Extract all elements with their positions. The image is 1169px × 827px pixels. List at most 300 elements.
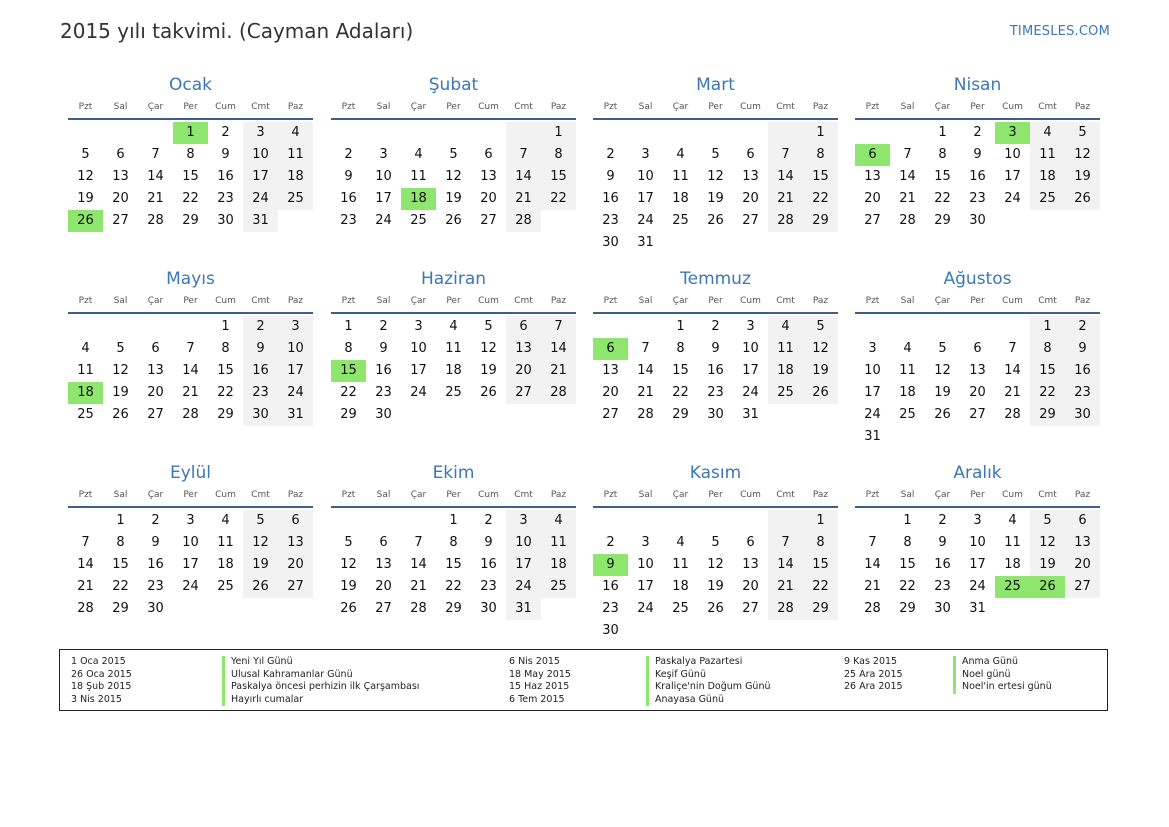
day-cell: 2 bbox=[484, 513, 493, 528]
day-cell: 1 bbox=[221, 319, 230, 334]
day-cell: 10 bbox=[243, 144, 278, 166]
day-cell: 10 bbox=[637, 169, 654, 184]
empty-cell bbox=[593, 510, 628, 532]
day-cell: 30 bbox=[707, 407, 724, 422]
day-cell: 27 bbox=[602, 407, 619, 422]
site-link[interactable]: TIMESLES.COM bbox=[1009, 24, 1110, 39]
day-cell: 23 bbox=[480, 579, 497, 594]
day-cell: 30 bbox=[934, 601, 951, 616]
day-grid bbox=[593, 122, 838, 254]
day-cell: 10 bbox=[506, 532, 541, 554]
day-cell: 29 bbox=[340, 407, 357, 422]
day-cell: 9 bbox=[484, 535, 493, 550]
weekday-header: Per bbox=[970, 490, 985, 500]
day-cell: 13 bbox=[864, 169, 881, 184]
day-cell: 7 bbox=[768, 532, 803, 554]
weekday-header: Çar bbox=[934, 296, 951, 306]
empty-cell bbox=[436, 404, 471, 426]
empty-cell bbox=[960, 426, 995, 448]
day-cell: 15 bbox=[217, 363, 234, 378]
day-cell: 20 bbox=[480, 191, 497, 206]
legend-date: 15 Haz 2015 bbox=[509, 681, 570, 693]
day-cell: 1 bbox=[449, 513, 458, 528]
weekday-header: Çar bbox=[672, 102, 689, 112]
weekday-header: Çar bbox=[934, 102, 951, 112]
weekday-header: Sal bbox=[638, 490, 653, 500]
day-cell: 14 bbox=[77, 557, 94, 572]
holiday-day-cell: 26 bbox=[68, 210, 103, 232]
day-cell: 7 bbox=[81, 535, 90, 550]
day-cell: 20 bbox=[112, 191, 129, 206]
day-cell: 2 bbox=[221, 125, 230, 140]
day-cell: 24 bbox=[969, 579, 986, 594]
legend-date: 9 Kas 2015 bbox=[844, 656, 898, 667]
day-cell: 12 bbox=[1065, 144, 1100, 166]
day-cell: 14 bbox=[768, 554, 803, 576]
day-cell: 9 bbox=[221, 147, 230, 162]
day-cell: 21 bbox=[77, 579, 94, 594]
day-cell: 30 bbox=[147, 601, 164, 616]
day-cell: 26 bbox=[1065, 188, 1100, 210]
weekday-header: Cmt bbox=[1038, 490, 1057, 500]
weekday-header: Per bbox=[183, 490, 198, 500]
empty-cell bbox=[1030, 210, 1065, 232]
weekday-header: Sal bbox=[900, 490, 915, 500]
day-cell: 30 bbox=[217, 213, 234, 228]
month-block bbox=[68, 74, 313, 232]
day-cell: 8 bbox=[1030, 338, 1065, 360]
holiday-day-cell: 18 bbox=[401, 188, 436, 210]
day-cell: 14 bbox=[768, 166, 803, 188]
day-cell: 12 bbox=[803, 338, 838, 360]
month-block bbox=[68, 268, 313, 426]
month-block bbox=[593, 462, 838, 642]
empty-cell bbox=[103, 122, 138, 144]
holiday-day-cell: 3 bbox=[995, 122, 1030, 144]
day-cell: 12 bbox=[445, 169, 462, 184]
day-cell: 22 bbox=[217, 385, 234, 400]
holiday-day-cell: 25 bbox=[995, 576, 1030, 598]
empty-cell bbox=[1065, 426, 1100, 448]
day-cell: 7 bbox=[186, 341, 195, 356]
day-cell: 27 bbox=[278, 576, 313, 598]
empty-cell bbox=[436, 122, 471, 144]
day-cell: 8 bbox=[449, 535, 458, 550]
day-cell: 5 bbox=[803, 316, 838, 338]
day-cell: 31 bbox=[969, 601, 986, 616]
day-cell: 26 bbox=[112, 407, 129, 422]
empty-cell bbox=[1030, 426, 1065, 448]
day-grid bbox=[68, 316, 313, 426]
empty-cell bbox=[698, 232, 733, 254]
day-cell: 19 bbox=[1065, 166, 1100, 188]
day-cell: 23 bbox=[375, 385, 392, 400]
weekday-header: Sal bbox=[113, 490, 128, 500]
day-cell: 6 bbox=[506, 316, 541, 338]
day-cell: 5 bbox=[116, 341, 125, 356]
day-cell: 30 bbox=[480, 601, 497, 616]
day-cell: 14 bbox=[1004, 363, 1021, 378]
day-cell: 9 bbox=[379, 341, 388, 356]
day-cell: 6 bbox=[973, 341, 982, 356]
weekday-header: Sal bbox=[900, 102, 915, 112]
legend-dates-col-3 bbox=[844, 656, 903, 694]
day-cell: 26 bbox=[243, 576, 278, 598]
weekday-header: Paz bbox=[287, 102, 304, 112]
day-cell: 18 bbox=[1004, 557, 1021, 572]
day-cell: 21 bbox=[899, 191, 916, 206]
day-cell: 4 bbox=[449, 319, 458, 334]
holiday-day-cell: 6 bbox=[593, 338, 628, 360]
day-cell: 1 bbox=[803, 510, 838, 532]
day-cell: 19 bbox=[243, 554, 278, 576]
day-cell: 5 bbox=[711, 535, 720, 550]
weekday-header: Çar bbox=[147, 490, 164, 500]
legend-date: 18 Şub 2015 bbox=[71, 681, 132, 693]
day-cell: 16 bbox=[602, 579, 619, 594]
month-name: Temmuz bbox=[680, 269, 751, 289]
day-cell: 4 bbox=[414, 147, 423, 162]
day-cell: 19 bbox=[340, 579, 357, 594]
day-cell: 26 bbox=[480, 385, 497, 400]
day-cell: 27 bbox=[969, 407, 986, 422]
day-cell: 19 bbox=[803, 360, 838, 382]
legend-names-col-3 bbox=[953, 656, 1052, 694]
day-cell: 5 bbox=[1030, 510, 1065, 532]
weekday-header-row bbox=[593, 294, 838, 314]
day-cell: 31 bbox=[506, 598, 541, 620]
day-cell: 20 bbox=[602, 385, 619, 400]
day-cell: 20 bbox=[1065, 554, 1100, 576]
weekday-header: Per bbox=[708, 490, 723, 500]
month-block bbox=[855, 74, 1100, 232]
day-cell: 16 bbox=[707, 363, 724, 378]
month-name: Eylül bbox=[169, 463, 212, 483]
day-cell: 16 bbox=[243, 360, 278, 382]
empty-cell bbox=[768, 122, 803, 144]
weekday-header: Cum bbox=[215, 490, 236, 500]
day-cell: 11 bbox=[278, 144, 313, 166]
day-cell: 4 bbox=[278, 122, 313, 144]
day-cell: 25 bbox=[672, 601, 689, 616]
legend-holiday-name: Anma Günü bbox=[953, 656, 1052, 669]
day-cell: 31 bbox=[637, 235, 654, 250]
empty-cell bbox=[890, 122, 925, 144]
empty-cell bbox=[138, 122, 173, 144]
day-cell: 20 bbox=[864, 191, 881, 206]
empty-cell bbox=[628, 122, 663, 144]
weekday-header: Cmt bbox=[514, 296, 533, 306]
day-cell: 1 bbox=[1030, 316, 1065, 338]
day-cell: 26 bbox=[934, 407, 951, 422]
day-cell: 1 bbox=[116, 513, 125, 528]
empty-cell bbox=[733, 510, 768, 532]
weekday-header-row bbox=[593, 488, 838, 508]
day-cell: 17 bbox=[410, 363, 427, 378]
day-cell: 14 bbox=[899, 169, 916, 184]
day-cell: 25 bbox=[541, 576, 576, 598]
weekday-header: Çar bbox=[147, 296, 164, 306]
day-cell: 7 bbox=[868, 535, 877, 550]
day-cell: 3 bbox=[641, 535, 650, 550]
month-block bbox=[331, 462, 576, 620]
weekday-header: Cum bbox=[478, 102, 499, 112]
day-cell: 29 bbox=[182, 213, 199, 228]
day-cell: 8 bbox=[186, 147, 195, 162]
day-cell: 18 bbox=[217, 557, 234, 572]
day-cell: 18 bbox=[672, 579, 689, 594]
weekday-header: Cum bbox=[740, 490, 761, 500]
day-cell: 6 bbox=[484, 147, 493, 162]
day-cell: 12 bbox=[480, 341, 497, 356]
weekday-header: Paz bbox=[812, 296, 829, 306]
day-cell: 9 bbox=[243, 338, 278, 360]
day-cell: 27 bbox=[742, 601, 759, 616]
weekday-header: Cmt bbox=[251, 102, 270, 112]
legend-date: 6 Tem 2015 bbox=[509, 693, 565, 705]
day-cell: 20 bbox=[742, 579, 759, 594]
weekday-header: Paz bbox=[550, 296, 567, 306]
weekday-header-row bbox=[855, 100, 1100, 120]
day-cell: 6 bbox=[278, 510, 313, 532]
day-cell: 20 bbox=[147, 385, 164, 400]
day-cell: 13 bbox=[742, 557, 759, 572]
day-cell: 5 bbox=[711, 147, 720, 162]
day-cell: 12 bbox=[77, 169, 94, 184]
empty-cell bbox=[138, 316, 173, 338]
day-cell: 18 bbox=[672, 191, 689, 206]
day-cell: 11 bbox=[217, 535, 234, 550]
day-cell: 20 bbox=[506, 360, 541, 382]
weekday-header: Per bbox=[183, 296, 198, 306]
weekday-header: Çar bbox=[147, 102, 164, 112]
empty-cell bbox=[593, 122, 628, 144]
day-grid bbox=[331, 122, 576, 232]
day-cell: 23 bbox=[707, 385, 724, 400]
legend-holiday-name: Hayırlı cumalar bbox=[222, 694, 419, 707]
weekday-header: Per bbox=[183, 102, 198, 112]
day-cell: 18 bbox=[541, 554, 576, 576]
day-cell: 25 bbox=[768, 382, 803, 404]
weekday-header: Cum bbox=[478, 296, 499, 306]
empty-cell bbox=[1065, 210, 1100, 232]
day-cell: 12 bbox=[707, 557, 724, 572]
day-cell: 8 bbox=[903, 535, 912, 550]
day-cell: 29 bbox=[112, 601, 129, 616]
day-cell: 17 bbox=[864, 385, 881, 400]
day-cell: 28 bbox=[182, 407, 199, 422]
weekday-header: Çar bbox=[672, 490, 689, 500]
month-name: Aralık bbox=[953, 463, 1002, 483]
month-block bbox=[593, 268, 838, 426]
legend-date: 18 May 2015 bbox=[509, 668, 571, 680]
empty-cell bbox=[803, 620, 838, 642]
weekday-header: Çar bbox=[934, 490, 951, 500]
day-cell: 30 bbox=[602, 623, 619, 638]
empty-cell bbox=[331, 510, 366, 532]
day-cell: 8 bbox=[221, 341, 230, 356]
day-cell: 23 bbox=[147, 579, 164, 594]
empty-cell bbox=[733, 620, 768, 642]
empty-cell bbox=[855, 122, 890, 144]
day-cell: 11 bbox=[672, 557, 689, 572]
weekday-header: Çar bbox=[410, 490, 427, 500]
day-cell: 24 bbox=[243, 188, 278, 210]
day-cell: 20 bbox=[375, 579, 392, 594]
day-cell: 19 bbox=[77, 191, 94, 206]
holiday-day-cell: 18 bbox=[68, 382, 103, 404]
empty-cell bbox=[698, 510, 733, 532]
weekday-header: Cum bbox=[215, 296, 236, 306]
weekday-header: Pzt bbox=[78, 490, 93, 500]
day-cell: 28 bbox=[506, 210, 541, 232]
month-block bbox=[855, 462, 1100, 620]
day-cell: 19 bbox=[445, 191, 462, 206]
day-cell: 10 bbox=[410, 341, 427, 356]
empty-cell bbox=[506, 122, 541, 144]
empty-cell bbox=[68, 122, 103, 144]
day-cell: 13 bbox=[375, 557, 392, 572]
day-cell: 19 bbox=[934, 385, 951, 400]
day-cell: 2 bbox=[606, 535, 615, 550]
day-cell: 22 bbox=[803, 188, 838, 210]
empty-cell bbox=[628, 510, 663, 532]
day-cell: 29 bbox=[803, 598, 838, 620]
day-cell: 27 bbox=[375, 601, 392, 616]
empty-cell bbox=[471, 404, 506, 426]
day-cell: 27 bbox=[112, 213, 129, 228]
day-cell: 16 bbox=[1065, 360, 1100, 382]
day-cell: 21 bbox=[1004, 385, 1021, 400]
day-cell: 21 bbox=[506, 188, 541, 210]
empty-cell bbox=[698, 620, 733, 642]
empty-cell bbox=[401, 122, 436, 144]
day-grid bbox=[331, 510, 576, 620]
day-cell: 16 bbox=[147, 557, 164, 572]
day-cell: 10 bbox=[278, 338, 313, 360]
month-name: Ocak bbox=[169, 75, 212, 95]
empty-cell bbox=[278, 598, 313, 620]
empty-cell bbox=[593, 316, 628, 338]
day-cell: 14 bbox=[506, 166, 541, 188]
weekday-header: Cmt bbox=[514, 102, 533, 112]
day-cell: 4 bbox=[768, 316, 803, 338]
day-cell: 16 bbox=[480, 557, 497, 572]
day-cell: 14 bbox=[410, 557, 427, 572]
day-cell: 9 bbox=[344, 169, 353, 184]
weekday-header: Cum bbox=[740, 102, 761, 112]
legend-dates-col-2 bbox=[509, 656, 571, 706]
legend-names-col-2 bbox=[646, 656, 771, 706]
weekday-header: Pzt bbox=[603, 490, 618, 500]
day-cell: 2 bbox=[938, 513, 947, 528]
day-cell: 8 bbox=[344, 341, 353, 356]
weekday-header: Per bbox=[708, 296, 723, 306]
day-cell: 18 bbox=[278, 166, 313, 188]
weekday-header: Paz bbox=[550, 490, 567, 500]
empty-cell bbox=[243, 598, 278, 620]
month-name: Mart bbox=[696, 75, 735, 95]
empty-cell bbox=[541, 210, 576, 232]
weekday-header: Çar bbox=[410, 296, 427, 306]
day-cell: 24 bbox=[278, 382, 313, 404]
day-cell: 4 bbox=[676, 147, 685, 162]
month-name: Mayıs bbox=[166, 269, 215, 289]
month-name: Ekim bbox=[432, 463, 475, 483]
day-cell: 4 bbox=[903, 341, 912, 356]
day-grid bbox=[68, 510, 313, 620]
day-cell: 24 bbox=[375, 213, 392, 228]
day-cell: 29 bbox=[217, 407, 234, 422]
empty-cell bbox=[925, 316, 960, 338]
day-cell: 11 bbox=[541, 532, 576, 554]
empty-cell bbox=[768, 232, 803, 254]
day-cell: 18 bbox=[899, 385, 916, 400]
day-cell: 9 bbox=[151, 535, 160, 550]
day-cell: 13 bbox=[969, 363, 986, 378]
weekday-header: Pzt bbox=[865, 102, 880, 112]
empty-cell bbox=[663, 510, 698, 532]
day-cell: 6 bbox=[151, 341, 160, 356]
legend-holiday-name: Anayasa Günü bbox=[646, 694, 771, 707]
weekday-header: Paz bbox=[287, 490, 304, 500]
day-cell: 25 bbox=[410, 213, 427, 228]
empty-cell bbox=[733, 122, 768, 144]
weekday-header: Pzt bbox=[603, 296, 618, 306]
day-cell: 23 bbox=[217, 191, 234, 206]
day-cell: 25 bbox=[77, 407, 94, 422]
empty-cell bbox=[995, 426, 1030, 448]
day-cell: 11 bbox=[672, 169, 689, 184]
weekday-header: Sal bbox=[900, 296, 915, 306]
legend-holiday-name: Noel günü bbox=[953, 669, 1052, 682]
weekday-header: Sal bbox=[376, 490, 391, 500]
day-cell: 27 bbox=[480, 213, 497, 228]
weekday-header: Cum bbox=[1002, 490, 1023, 500]
legend-holiday-name: Kraliçe'nin Doğum Günü bbox=[646, 681, 771, 694]
day-cell: 25 bbox=[445, 385, 462, 400]
day-cell: 5 bbox=[938, 341, 947, 356]
day-cell: 13 bbox=[506, 338, 541, 360]
day-cell: 29 bbox=[1030, 404, 1065, 426]
month-name: Haziran bbox=[420, 269, 487, 289]
weekday-header: Paz bbox=[812, 490, 829, 500]
day-cell: 22 bbox=[445, 579, 462, 594]
day-cell: 30 bbox=[243, 404, 278, 426]
weekday-header-row bbox=[331, 100, 576, 120]
weekday-header: Sal bbox=[638, 296, 653, 306]
day-cell: 3 bbox=[414, 319, 423, 334]
day-cell: 10 bbox=[375, 169, 392, 184]
weekday-header: Paz bbox=[1074, 102, 1091, 112]
day-cell: 6 bbox=[746, 147, 755, 162]
empty-cell bbox=[1065, 598, 1100, 620]
day-cell: 25 bbox=[899, 407, 916, 422]
day-cell: 10 bbox=[1004, 147, 1021, 162]
weekday-header-row bbox=[855, 488, 1100, 508]
day-cell: 8 bbox=[541, 144, 576, 166]
day-cell: 2 bbox=[606, 147, 615, 162]
day-cell: 18 bbox=[445, 363, 462, 378]
weekday-header: Cmt bbox=[1038, 296, 1057, 306]
day-cell: 15 bbox=[445, 557, 462, 572]
empty-cell bbox=[278, 210, 313, 232]
weekday-header: Cmt bbox=[776, 490, 795, 500]
day-cell: 5 bbox=[81, 147, 90, 162]
day-cell: 3 bbox=[243, 122, 278, 144]
day-cell: 17 bbox=[742, 363, 759, 378]
empty-cell bbox=[331, 122, 366, 144]
